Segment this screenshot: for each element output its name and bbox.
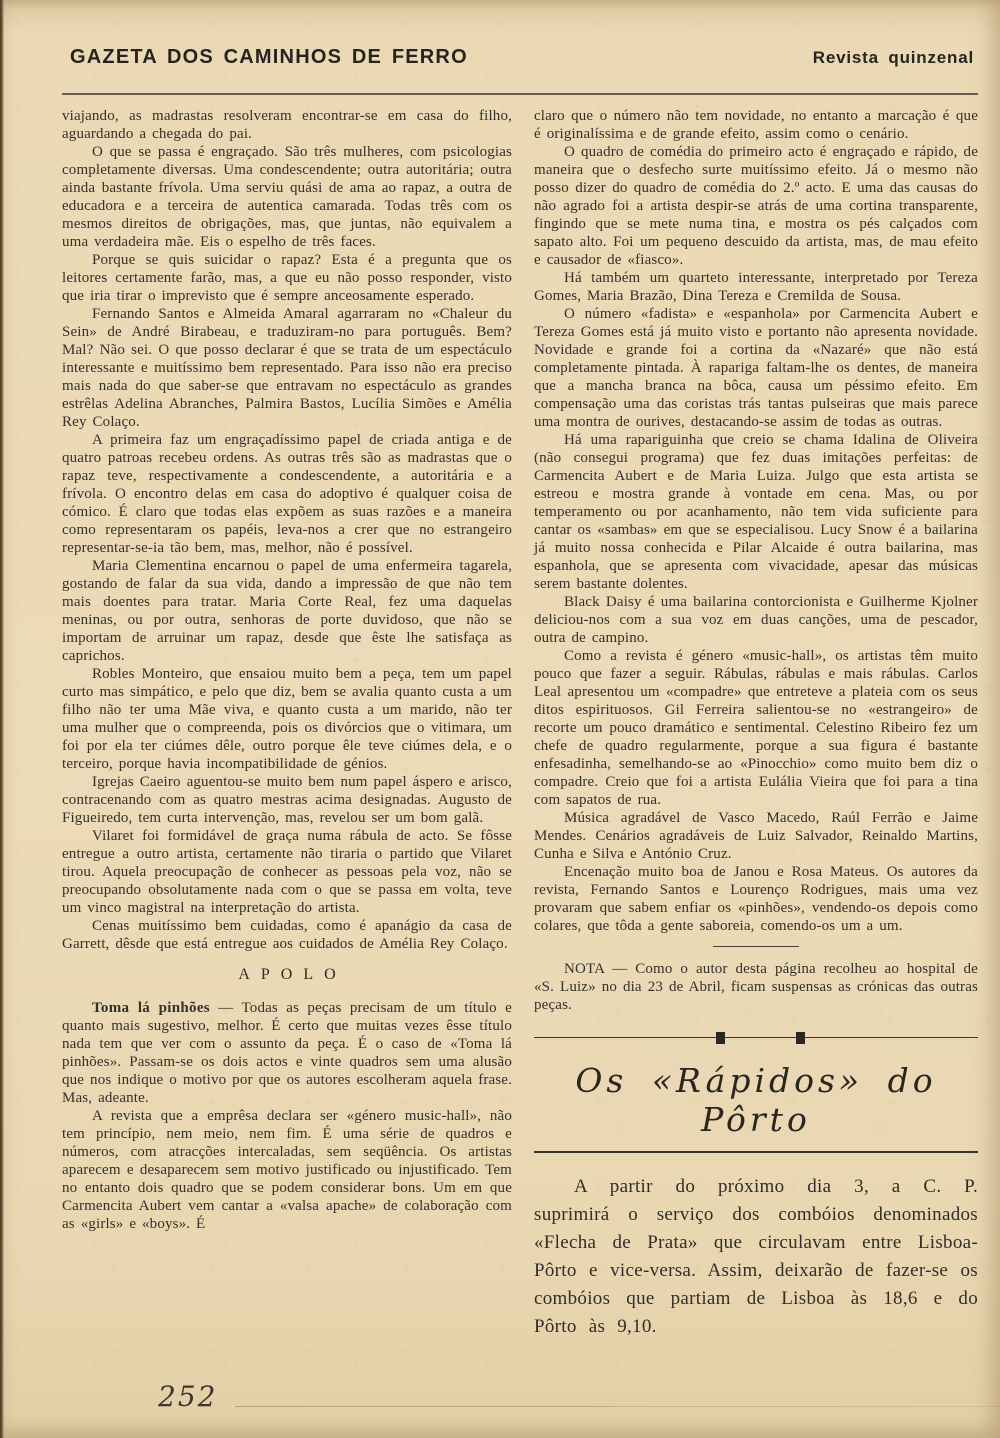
paragraph: A revista que a emprêsa declara ser «género music-hall», não tem princípio, nem meio, nem fim. É uma série de quadros e números, com atracções intercaladas, sem seqüência. Os artistas aparecem e desaparecem sem motivo justificado ou injustificado. Tem no entanto dois quadro que se podem considerar bons. Um em que Carmencita Aubert vem cantar a «valsa apache» de colaboração com as «girls» e «boys». É [62, 1108, 512, 1232]
page-number: 252 [158, 1380, 218, 1413]
paragraph: Há uma rapariguinha que creio se chama Idalina de Oliveira (não consegui programa) que fez duas imitações perfeitas: de Carmencita Aubert e de Maria Luiza. Julgo que esta artista se estreou e mostra grande à vontade em cena. Mas, ou por temperamento ou por acanhamento, não tem vida suficiente para cantar os «sambas» em que se especialisou. Lucy Snow é a bailarina já muito nossa conhecida e Pilar Alcaide é outra bailarina, mas espanhola, que se apresenta com vivacidade, apesar das músicas serem bastante dolentes. [534, 432, 978, 592]
divider-square-icon [796, 1032, 805, 1044]
paragraph: viajando, as madrastas resolveram encontrar-se em casa do filho, aguardando a chegada do pai. [62, 108, 512, 142]
rapidos-article-heading: Os «Rápidos» do Pôrto [534, 1059, 978, 1153]
paragraph: Há também um quarteto interessante, interpretado por Tereza Gomes, Maria Brazão, Dina Tereza e Cremilda de Sousa. [534, 270, 978, 304]
paragraph: Maria Clementina encarnou o papel de uma enfermeira tagarela, gostando de falar da sua vida, dando a impressão de que não tem mais doentes para tratar. Maria Corte Real, fez uma daquelas meninas, ou por outra, senhoras de porte duvidoso, que não se importam de arruinar um rapaz, desde que êste lhe satisfaça as caprichos. [62, 558, 512, 664]
right-column [534, 107, 978, 1341]
paragraph: Fernando Santos e Almeida Amaral agarraram no «Chaleur du Sein» de André Birabeau, e traduziram-no para português. Bem? Mal? Não sei. O que posso declarar é que se trata de um espectáculo interessante e muitíssimo bem representado. Para isso não era preciso mais nada do que saber-se que entravam no espectáculo as grandes estrêlas Adelina Abranches, Palmira Bastos, Lucília Simões e Amélia Rey Colaço. [62, 306, 512, 430]
paragraph: O que se passa é engraçado. São três mulheres, com psicologias completamente diversas. Uma condescendente; outra autoritária; outra ainda bastante frívola. Uma serviu quási de ama ao rapaz, a outra de educadora e a terceira de autentica camarada. Todas três com os mesmos direitos de obrigações, mas, que juntas, não equivalem a uma verdadeira mãe. Eis o espelho de três faces. [62, 144, 512, 250]
paragraph: A primeira faz um engraçadíssimo papel de criada antiga e de quatro patroas recebeu ordens. As outras três são as madrastas que o rapaz teve, respectivamente a condescendente, a autoritária e a frívola. O encontro delas em casa do adoptivo é qualquer coisa de cómico. É claro que todas elas expõem as suas razões e a maneira como representaram os papéis, leva-nos a crer que no estrangeiro representar-se-ia tão bem, mas, melhor, não é possível. [62, 432, 512, 556]
right-column-paragraphs [534, 107, 978, 935]
paragraph: Black Daisy é uma bailarina contorcionista e Guilherme Kjolner deliciou-nos com a sua voz em duas canções, uma de pescador, outra de campino. [534, 594, 978, 646]
paragraph: Cenas muitíssimo bem cuidadas, como é apanágio da casa de Garrett, dêsde que está entregue aos cuidados de Amélia Rey Colaço. [62, 918, 512, 952]
left-column [62, 107, 512, 1341]
masthead-title: GAZETA DOS CAMINHOS DE FERRO [70, 46, 468, 68]
paragraph: Música agradável de Vasco Macedo, Raúl Ferrão e Jaime Mendes. Cenários agradáveis de Luiz Salvador, Reinaldo Martins, Cunha e Silva e António Cruz. [534, 810, 978, 862]
paragraph: Como a revista é género «music-hall», os artistas têm muito pouco que fazer a seguir. Rábulas, rábulas e mais rábulas. Carlos Leal apresentou um «compadre» que entreteve a plateia com os seus ditos espirituosos. Gil Ferreira salientou-se no «estrangeiro» de recorte um pouco dramático e sentimental. Celestino Ribeiro fez um chefe de quadro regularmente, porque a sua figura é bastante enfesadinha, semelhando-se ao «Pinocchio» como muito bem diz o compadre. Creio que foi a artista Eulália Vieira que foi para a tina com sapatos de rua. [534, 648, 978, 808]
paragraph: O quadro de comédia do primeiro acto é engraçado e rápido, de maneira que o desfecho surte muitíssimo efeito. Já o mesmo não posso dizer do quadro de comédia do 2.º acto. E uma das causas do não agrado foi a artista despir-se atrás de uma cortina transparente, fingindo que se mete numa tina, e mostra os pés calçados com sapato alto. Foi um pequeno descuido da artista, mas, de mau efeito e causador de «fiasco». [534, 144, 978, 268]
apolo-section-heading: APOLO [238, 966, 347, 983]
apolo-lead-paragraph [62, 999, 512, 1107]
paragraph: Encenação muito boa de Janou e Rosa Mateus. Os autores da revista, Fernando Santos e Lourenço Rodrigues, mais uma vez provaram que sabem enfiar os «pinhões», vendendo-os depois como colares, que tôda a gente saboreia, comendo-os um a um. [534, 864, 978, 934]
page-fold-line [235, 1406, 1000, 1407]
left-column-paragraphs [62, 107, 512, 953]
apolo-paragraphs [62, 1107, 512, 1233]
paragraph: claro que o número não tem novidade, no entanto a marcação é que é originalíssima e de grande efeito, assim como o cenário. [534, 108, 978, 142]
paragraph: Porque se quis suicidar o rapaz? Esta é a pregunta que os leitores certamente farão, mas, a que eu não posso responder, visto que iria tirar o imprevisto que é sempre anceosamente esperado. [62, 252, 512, 304]
two-column-body [62, 107, 978, 1341]
paragraph: Vilaret foi formidável de graça numa rábula de acto. Se fôsse entregue a outro artista, certamente não tiraria o partido que Vilaret tirou. Aquela preocupação de conhecer as pessoas pela voz, não se preocupando obsolutamente nada com o que se passa em volta, teve um vinco magistral na interpretação do artista. [62, 828, 512, 916]
nota-paragraph: NOTA — Como o autor desta página recolheu ao hospital de «S. Luiz» no dia 23 de Abril, ficam suspensas as crónicas das outras peças. [534, 961, 978, 1013]
play-title-bold: Toma lá pinhões [92, 1000, 210, 1016]
apolo-lead-rest: — Todas as peças precisam de um título e quanto mais sugestivo, melhor. É certo que muitas vezes êsse título nada tem que ver com o assunto da peça. É o caso de «Toma lá pinhões». Passam-se os dois actos e vinte quadros sem uma alusão que nos indique o motivo por que os autores escolheram aquela frase. Mas, adeante. [62, 1000, 512, 1106]
decorative-divider [534, 1031, 978, 1045]
masthead-subtitle: Revista quinzenal [812, 48, 974, 67]
paragraph: O número «fadista» e «espanhola» por Carmencita Aubert e Tereza Gomes está já muito visto e portanto não apresenta novidade. Novidade e grande foi a cortina da «Nazaré» que não está completamente pintada. À rapariga faltam-lhe os dentes, de maneira que a mancha branca na bôca, causa um péssimo efeito. Em compensação uma das coristas trás tantas pulseiras que mais parece uma montra de ourives, destacando-se assim de todas as outras. [534, 306, 978, 430]
divider-line [534, 1037, 978, 1038]
header-rule [62, 93, 978, 95]
paragraph: Igrejas Caeiro aguentou-se muito bem num papel áspero e arisco, contracenando com as quatro mestras acima designadas. Augusto de Figueiredo, tem curta intervenção, mas, revelou ser um bom galã. [62, 774, 512, 826]
paragraph: Robles Monteiro, que ensaiou muito bem a peça, tem um papel curto mas simpático, e pelo que diz, bem se avalia quanto custa a um filho não ter uma Mãe viva, e quanto custa a um marido, não ter uma mulher que o compreenda, pois os divórcios que o vitimara, um foi por ela ter ciúmes dêle, outro porque êle teve ciúmes dela, e o terceiro, porque havia incompatibilidade de génios. [62, 666, 512, 772]
page-header [62, 46, 978, 69]
divider-square-icon [716, 1032, 725, 1044]
rapidos-article-body: A partir do próximo dia 3, a C. P. suprimirá o serviço dos combóios denominados «Flecha de Prata» que circulavam entre Lisboa-Pôrto e vice-versa. Assim, deixarão de fazer-se os combóios que partiam de Lisboa às 18,6 e do Pôrto às 9,10. [534, 1176, 978, 1337]
section-end-divider [713, 946, 799, 947]
